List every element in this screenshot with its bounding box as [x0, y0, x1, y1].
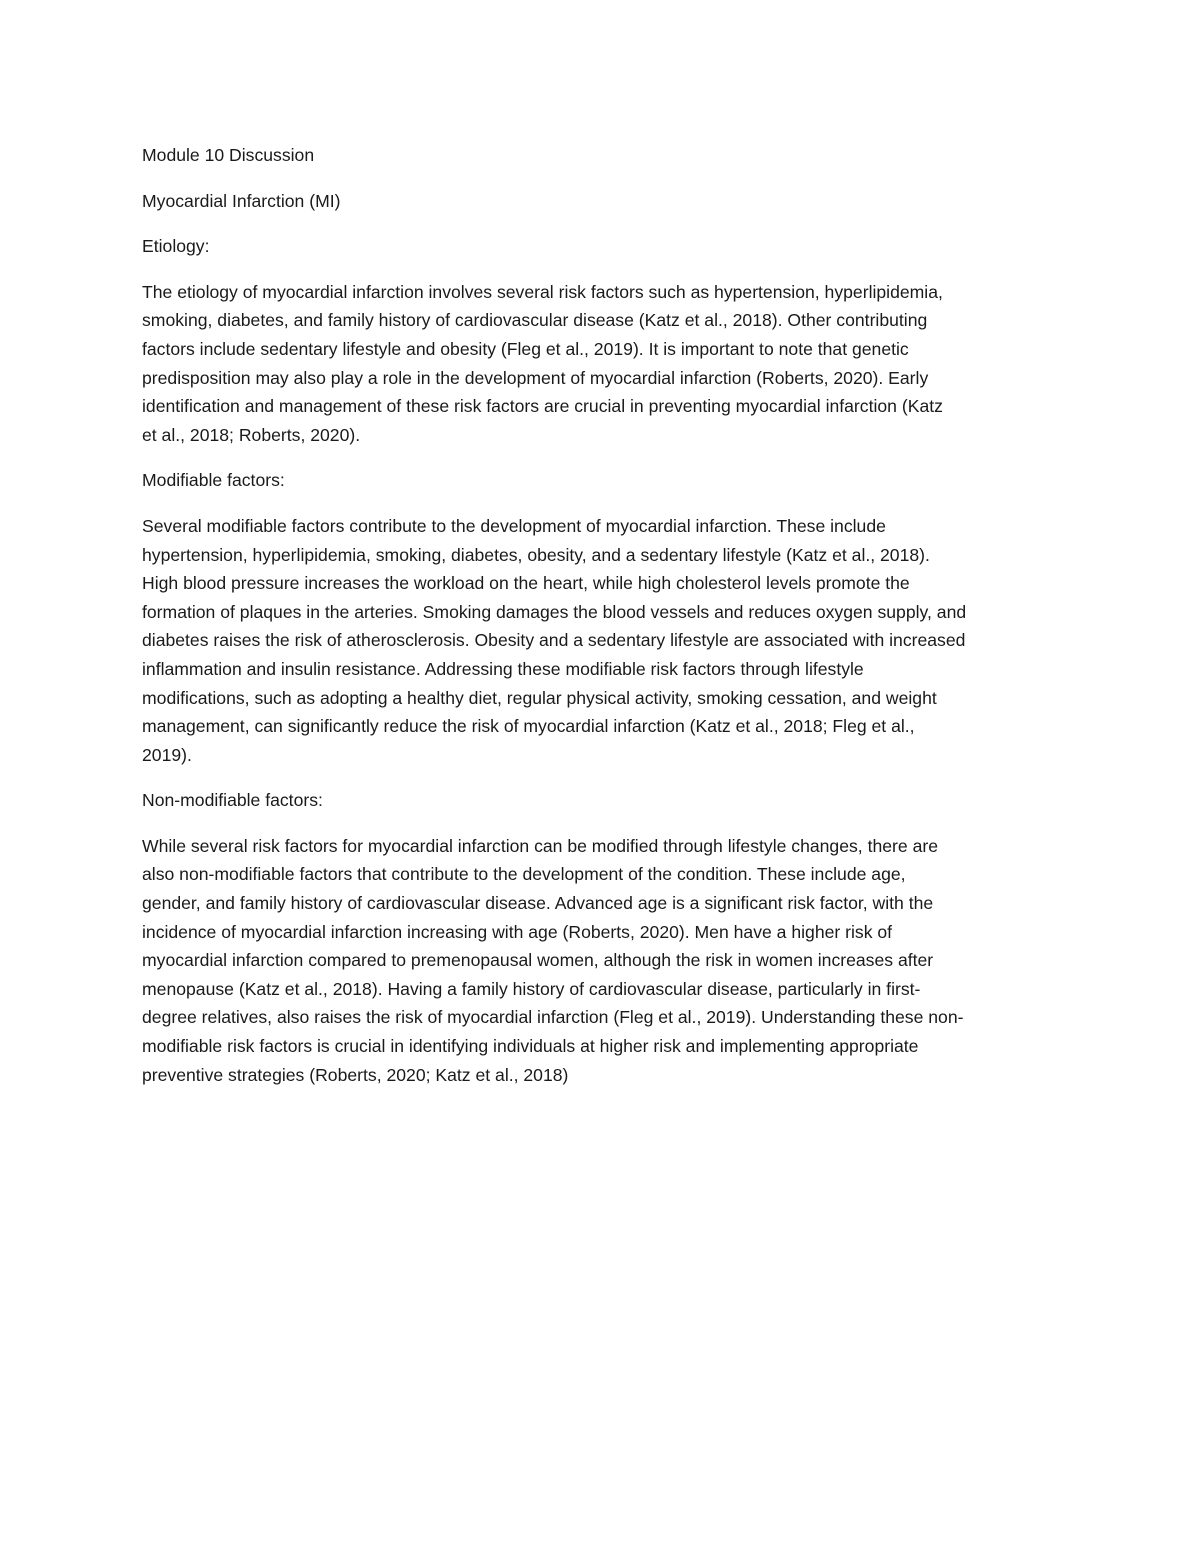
paragraph-line: hypertension, hyperlipidemia, smoking, diabetes, obesity, and a sedentary lifestyle (Katz et al., 2018). [142, 544, 930, 565]
paragraph-line: identification and management of these risk factors are crucial in preventing myocardial infarction (Katz [142, 396, 943, 417]
paragraph-line: management, can significantly reduce the risk of myocardial infarction (Katz et al., 2018; Fleg et al., [142, 716, 915, 737]
paragraph-line: incidence of myocardial infarction increasing with age (Roberts, 2020). Men have a higher risk of [142, 921, 893, 942]
paragraph-modifiable-factors [142, 512, 1062, 769]
paragraph-line: smoking, diabetes, and family history of cardiovascular disease (Katz et al., 2018). Other contributing [142, 310, 928, 331]
paragraph-line: High blood pressure increases the workload on the heart, while high cholesterol levels promote the [142, 573, 910, 594]
paragraph-line: gender, and family history of cardiovascular disease. Advanced age is a significant risk factor, with the [142, 893, 934, 914]
paragraph-line: The etiology of myocardial infarction involves several risk factors such as hypertension, hyperlipidemia, [142, 281, 943, 302]
paragraph-line: degree relatives, also raises the risk of myocardial infarction (Fleg et al., 2019). Understanding these non- [142, 1007, 964, 1028]
document-body [142, 141, 1062, 1106]
paragraph-line: inflammation and insulin resistance. Addressing these modifiable risk factors through lifestyle [142, 658, 864, 679]
paragraph-line: Several modifiable factors contribute to the development of myocardial infarction. These include [142, 515, 886, 536]
paragraph-line: 2019). [142, 744, 192, 765]
section-heading-non-modifiable-factors: Non-modifiable factors: [142, 790, 323, 811]
section-heading-etiology: Etiology: [142, 236, 210, 257]
paragraph-line: modifiable risk factors is crucial in identifying individuals at higher risk and implementing appropriate [142, 1036, 919, 1057]
paragraph-line: also non-modifiable factors that contribute to the development of the condition. These include age, [142, 864, 906, 885]
paragraph-line: diabetes raises the risk of atherosclerosis. Obesity and a sedentary lifestyle are associated with increased [142, 630, 966, 651]
section-heading-modifiable-factors: Modifiable factors: [142, 470, 285, 491]
paragraph-line: preventive strategies (Roberts, 2020; Katz et al., 2018) [142, 1064, 569, 1085]
paragraph-line: formation of plaques in the arteries. Smoking damages the blood vessels and reduces oxygen supply, and [142, 601, 967, 622]
paragraph-line: predisposition may also play a role in the development of myocardial infarction (Roberts, 2020). Early [142, 367, 929, 388]
document-title: Module 10 Discussion [142, 145, 315, 165]
document-subtitle: Myocardial Infarction (MI) [142, 190, 341, 211]
paragraph-line: factors include sedentary lifestyle and obesity (Fleg et al., 2019). It is important to note that genetic [142, 338, 909, 359]
paragraph-line: modifications, such as adopting a healthy diet, regular physical activity, smoking cessation, and weight [142, 687, 937, 708]
paragraph-non-modifiable-factors [142, 832, 1062, 1089]
paragraph-etiology [142, 278, 1062, 450]
paragraph-line: While several risk factors for myocardial infarction can be modified through lifestyle changes, there are [142, 835, 938, 856]
paragraph-line: myocardial infarction compared to premenopausal women, although the risk in women increases after [142, 950, 934, 971]
paragraph-line: et al., 2018; Roberts, 2020). [142, 424, 361, 445]
paragraph-line: menopause (Katz et al., 2018). Having a family history of cardiovascular disease, particularly in first- [142, 978, 921, 999]
